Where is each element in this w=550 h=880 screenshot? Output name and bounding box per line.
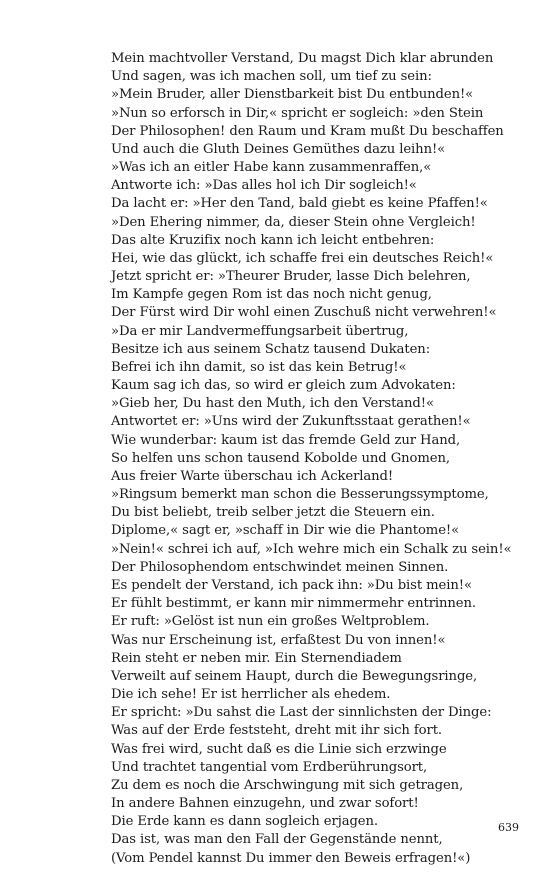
poem-line: Zu dem es noch die Arschwingung mit sich getragen, [111,777,464,793]
poem-line: Da lacht er: »Her den Tand, bald giebt es keine Pfaffen!« [111,196,488,212]
poem-line: Befrei ich ihn damit, so ist das kein Betrug!« [111,359,407,375]
poem-line: Hei, wie das glückt, ich schaffe frei ein deutsches Reich!« [111,250,494,266]
poem-line: »Gieb her, Du hast den Muth, ich den Verstand!« [111,396,434,412]
poem-line: »Nein!« schrei ich auf, »Ich wehre mich ein Schalk zu sein!« [111,541,512,557]
poem-line: Diplome,« sagt er, »schaff in Dir wie die Phantome!« [111,523,460,539]
poem-line: Er ruft: »Gelöst ist nun ein großes Weltproblem. [111,614,430,630]
poem-line: Wie wunderbar: kaum ist das fremde Geld zur Hand, [111,432,461,448]
poem-line: Der Philosophendom entschwindet meinen Sinnen. [111,559,449,575]
poem-line: »Da er mir Landvermeffungsarbeit übertrug, [111,323,409,339]
poem-line: Was nur Erscheinung ist, erfaßtest Du von innen!« [111,632,446,648]
poem-line: Mein machtvoller Verstand, Du magst Dich klar abrunden [111,51,494,66]
poem-line: Im Kampfe gegen Rom ist das noch nicht genug, [111,287,432,303]
poem-line: »Ringsum bemerkt man schon die Besserungssymptome, [111,487,489,503]
poem-line: »Mein Bruder, aller Dienstbarkeit bist Du entbunden!« [111,87,474,103]
poem-line: »Den Ehering nimmer, da, dieser Stein ohne Vergleich! [111,214,476,230]
poem-line: Der Philosophen! den Raum und Kram mußt Du beschaffen [111,123,504,139]
poem-line: Aus freier Warte überschau ich Ackerland! [111,468,394,484]
poem-line: Die Erde kann es dann sogleich erjagen. [111,814,378,830]
poem-line: Und trachtet tangential vom Erdberührungsort, [111,759,428,775]
poem-line: Antwortet er: »Uns wird der Zukunftsstaat gerathen!« [111,414,471,430]
poem-line: Was frei wird, sucht daß es die Linie sich erzwinge [111,741,447,757]
poem-line: Und sagen, was ich machen soll, um tief zu sein: [111,69,432,85]
poem-line: Jetzt spricht er: »Theurer Bruder, lasse Dich belehren, [111,269,471,285]
poem-line: Der Fürst wird Dir wohl einen Zuschuß nicht verwehren!« [111,305,497,321]
poem-line: Und auch die Gluth Deines Gemüthes dazu leihn!« [111,141,446,157]
poem-line: Verweilt auf seinem Haupt, durch die Bewegungsringe, [111,668,478,684]
poem-line: »Was ich an eitler Habe kann zusammenraffen,« [111,160,432,176]
poem-line: Antworte ich: »Das alles hol ich Dir sogleich!« [111,178,417,194]
poem-line: Er spricht: »Du sahst die Last der sinnlichsten der Dinge: [111,705,492,721]
poem-line: (Vom Pendel kannst Du immer den Beweis erfragen!«) [111,850,471,866]
poem-line: Die ich sehe! Er ist herrlicher als ehedem. [111,687,391,703]
poem-line: Das ist, was man den Fall der Gegenstände nennt, [111,832,443,848]
poem-line: Was auf der Erde feststeht, dreht mit ihr sich fort. [111,723,442,739]
poem-line: Er fühlt bestimmt, er kann mir nimmermehr entrinnen. [111,596,476,612]
poem-line: Du bist beliebt, treib selber jetzt die Steuern ein. [111,505,435,521]
poem-line: In andere Bahnen einzugehn, und zwar sofort! [111,796,419,812]
page-number: 639 [498,821,519,834]
poem-line: Das alte Kruzifix noch kann ich leicht entbehren: [111,232,435,248]
poem-line: Kaum sag ich das, so wird er gleich zum Advokaten: [111,378,456,394]
poem-line: Rein steht er neben mir. Ein Sternendiadem [111,650,402,666]
poem-text [111,50,521,868]
poem-line: Besitze ich aus seinem Schatz tausend Dukaten: [111,341,431,357]
poem-line: »Nun so erforsch in Dir,« spricht er sogleich: »den Stein [111,105,484,121]
poem-line: Es pendelt der Verstand, ich pack ihn: »Du bist mein!« [111,577,472,593]
poem-line: So helfen uns schon tausend Kobolde und Gnomen, [111,450,450,466]
